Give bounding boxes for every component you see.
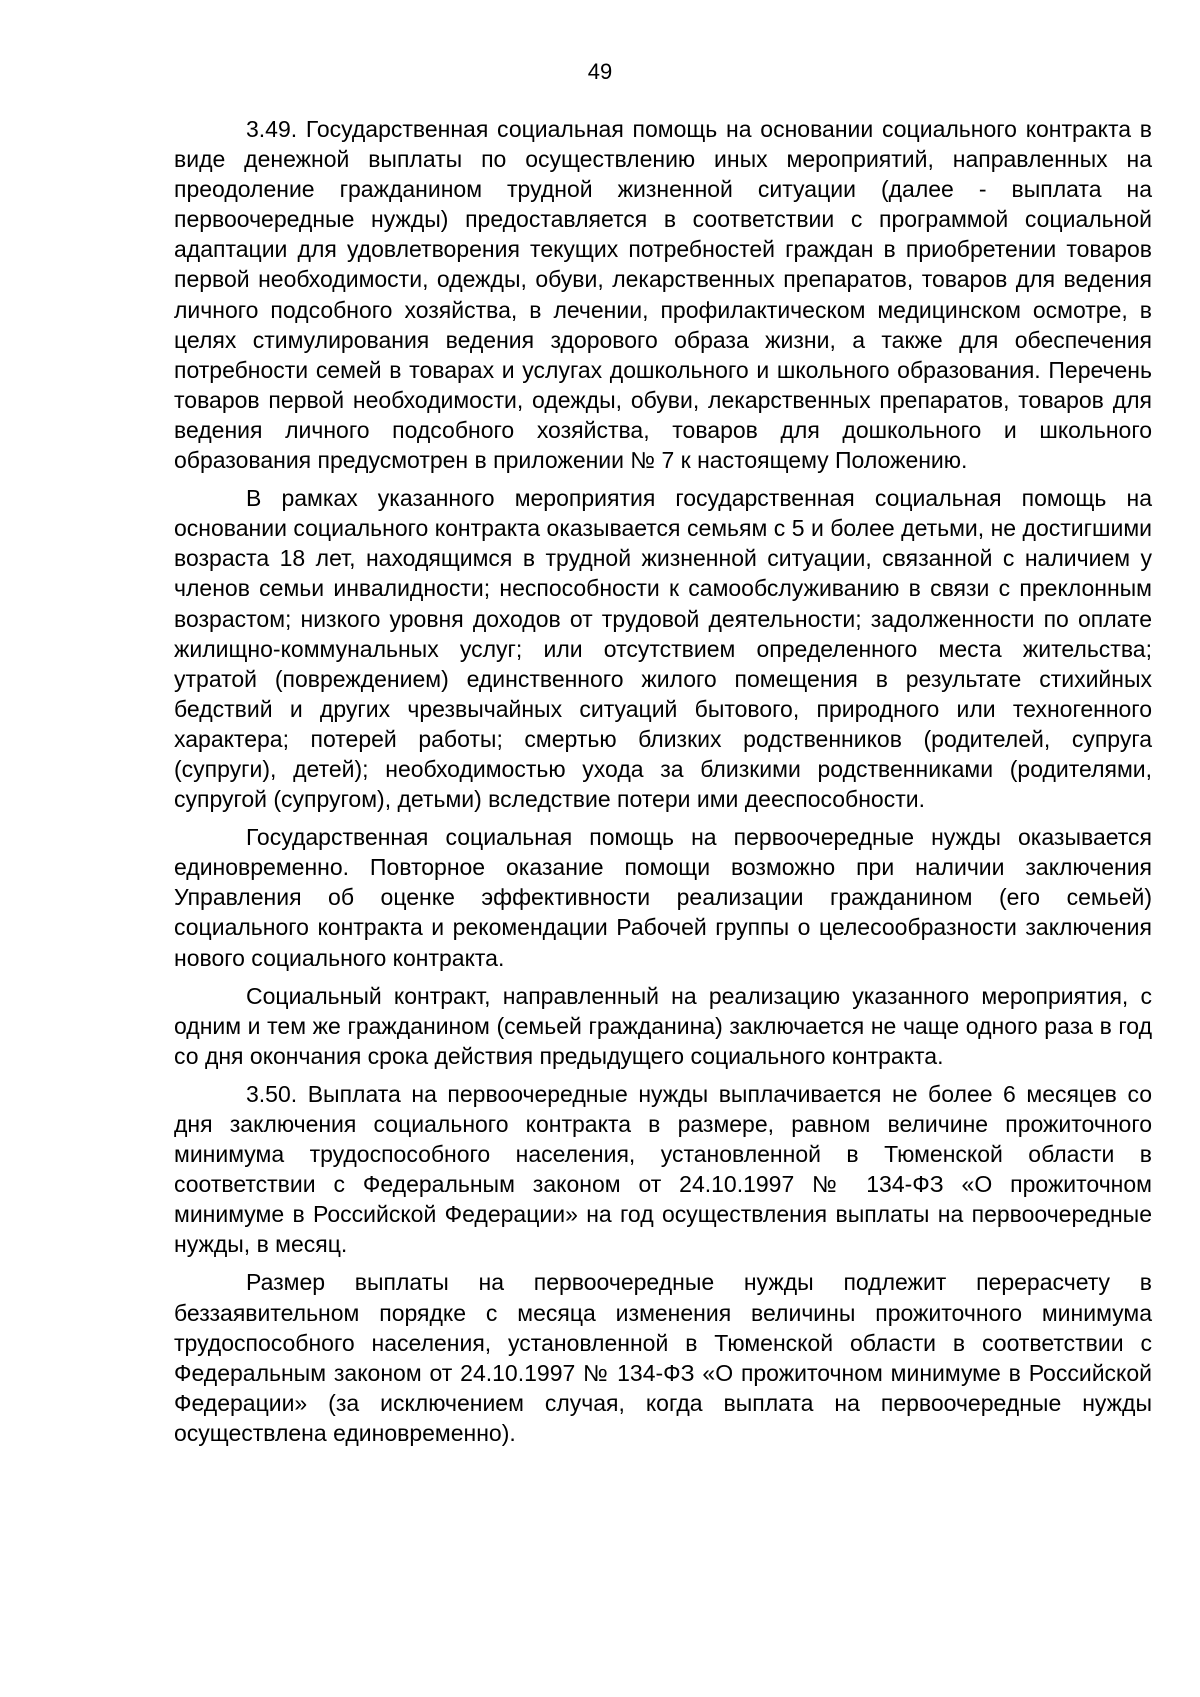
paragraph-3-50: 3.50. Выплата на первоочередные нужды выплачивается не более 6 месяцев со дня заключения социального контракта в размере, равном величине прожиточного минимума трудоспособного населения, установленной в Тюменской области в соответствии с Федеральным законом от 24.10.1997 № 134-ФЗ «О прожиточном минимуме в Российской Федерации» на год осуществления выплаты на первоочередные нужды, в месяц. (174, 1080, 1152, 1258)
paragraph-payment-recalculation: Размер выплаты на первоочередные нужды подлежит перерасчету в беззаявительном порядке с месяца изменения величины прожиточного минимума трудоспособного населения, установленной в Тюменской области в соответствии с Федеральным законом от 24.10.1997 № 134-ФЗ «О прожиточном минимуме в Российской Федерации» (за исключением случая, когда выплата на первоочередные нужды осуществлена единовременно). (174, 1269, 1152, 1446)
document-body (174, 114, 1152, 1456)
paragraph-contract-frequency: Социальный контракт, направленный на реализацию указанного мероприятия, с одним и тем же гражданином (семьей гражданина) заключается не чаще одного раза в год со дня окончания срока действия предыдущего социального контракта. (174, 982, 1152, 1069)
paragraph-eligible-families: В рамках указанного мероприятия государственная социальная помощь на основании социального контракта оказывается семьям с 5 и более детьми, не достигшими возраста 18 лет, находящимся в трудной жизненной ситуации, связанной с наличием у членов семьи инвалидности; неспособности к самообслуживанию в связи с преклонным возрастом; низкого уровня доходов от трудовой деятельности; задолженности по оплате жилищно-коммунальных услуг; или отсутствием определенного места жительства; утратой (повреждением) единственного жилого помещения в результате стихийных бедствий и других чрезвычайных ситуаций бытового, природного или техногенного характера; потерей работы; смертью близких родственников (родителей, супруга (супруги), детей); необходимостью ухода за близкими родственниками (родителями, супругой (супругом), детьми) вследствие потери ими дееспособности. (174, 485, 1152, 813)
paragraph-3-49: 3.49. Государственная социальная помощь на основании социального контракта в виде денежной выплаты по осуществлению иных мероприятий, направленных на преодоление гражданином трудной жизненной ситуации (далее - выплата на первоочередные нужды) предоставляется в соответствии с программой социальной адаптации для удовлетворения текущих потребностей граждан в приобретении товаров первой необходимости, одежды, обуви, лекарственных препаратов, товаров для ведения личного подсобного хозяйства, в лечении, профилактическом медицинском осмотре, в целях стимулирования ведения здорового образа жизни, а также для обеспечения потребности семей в товарах и услугах дошкольного и школьного образования. Перечень товаров первой необходимости, одежды, обуви, лекарственных препаратов, товаров для ведения личного подсобного хозяйства, товаров для дошкольного и школьного образования предусмотрен в приложении № 7 к настоящему Положению. (174, 116, 1152, 474)
paragraph-one-time-assistance: Государственная социальная помощь на первоочередные нужды оказывается единовременно. Повторное оказание помощи возможно при наличии заключения Управления об оценке эффективности реализации гражданином (его семьей) социального контракта и рекомендации Рабочей группы о целесообразности заключения нового социального контракта. (174, 824, 1152, 971)
page-number: 49 (587, 59, 613, 84)
